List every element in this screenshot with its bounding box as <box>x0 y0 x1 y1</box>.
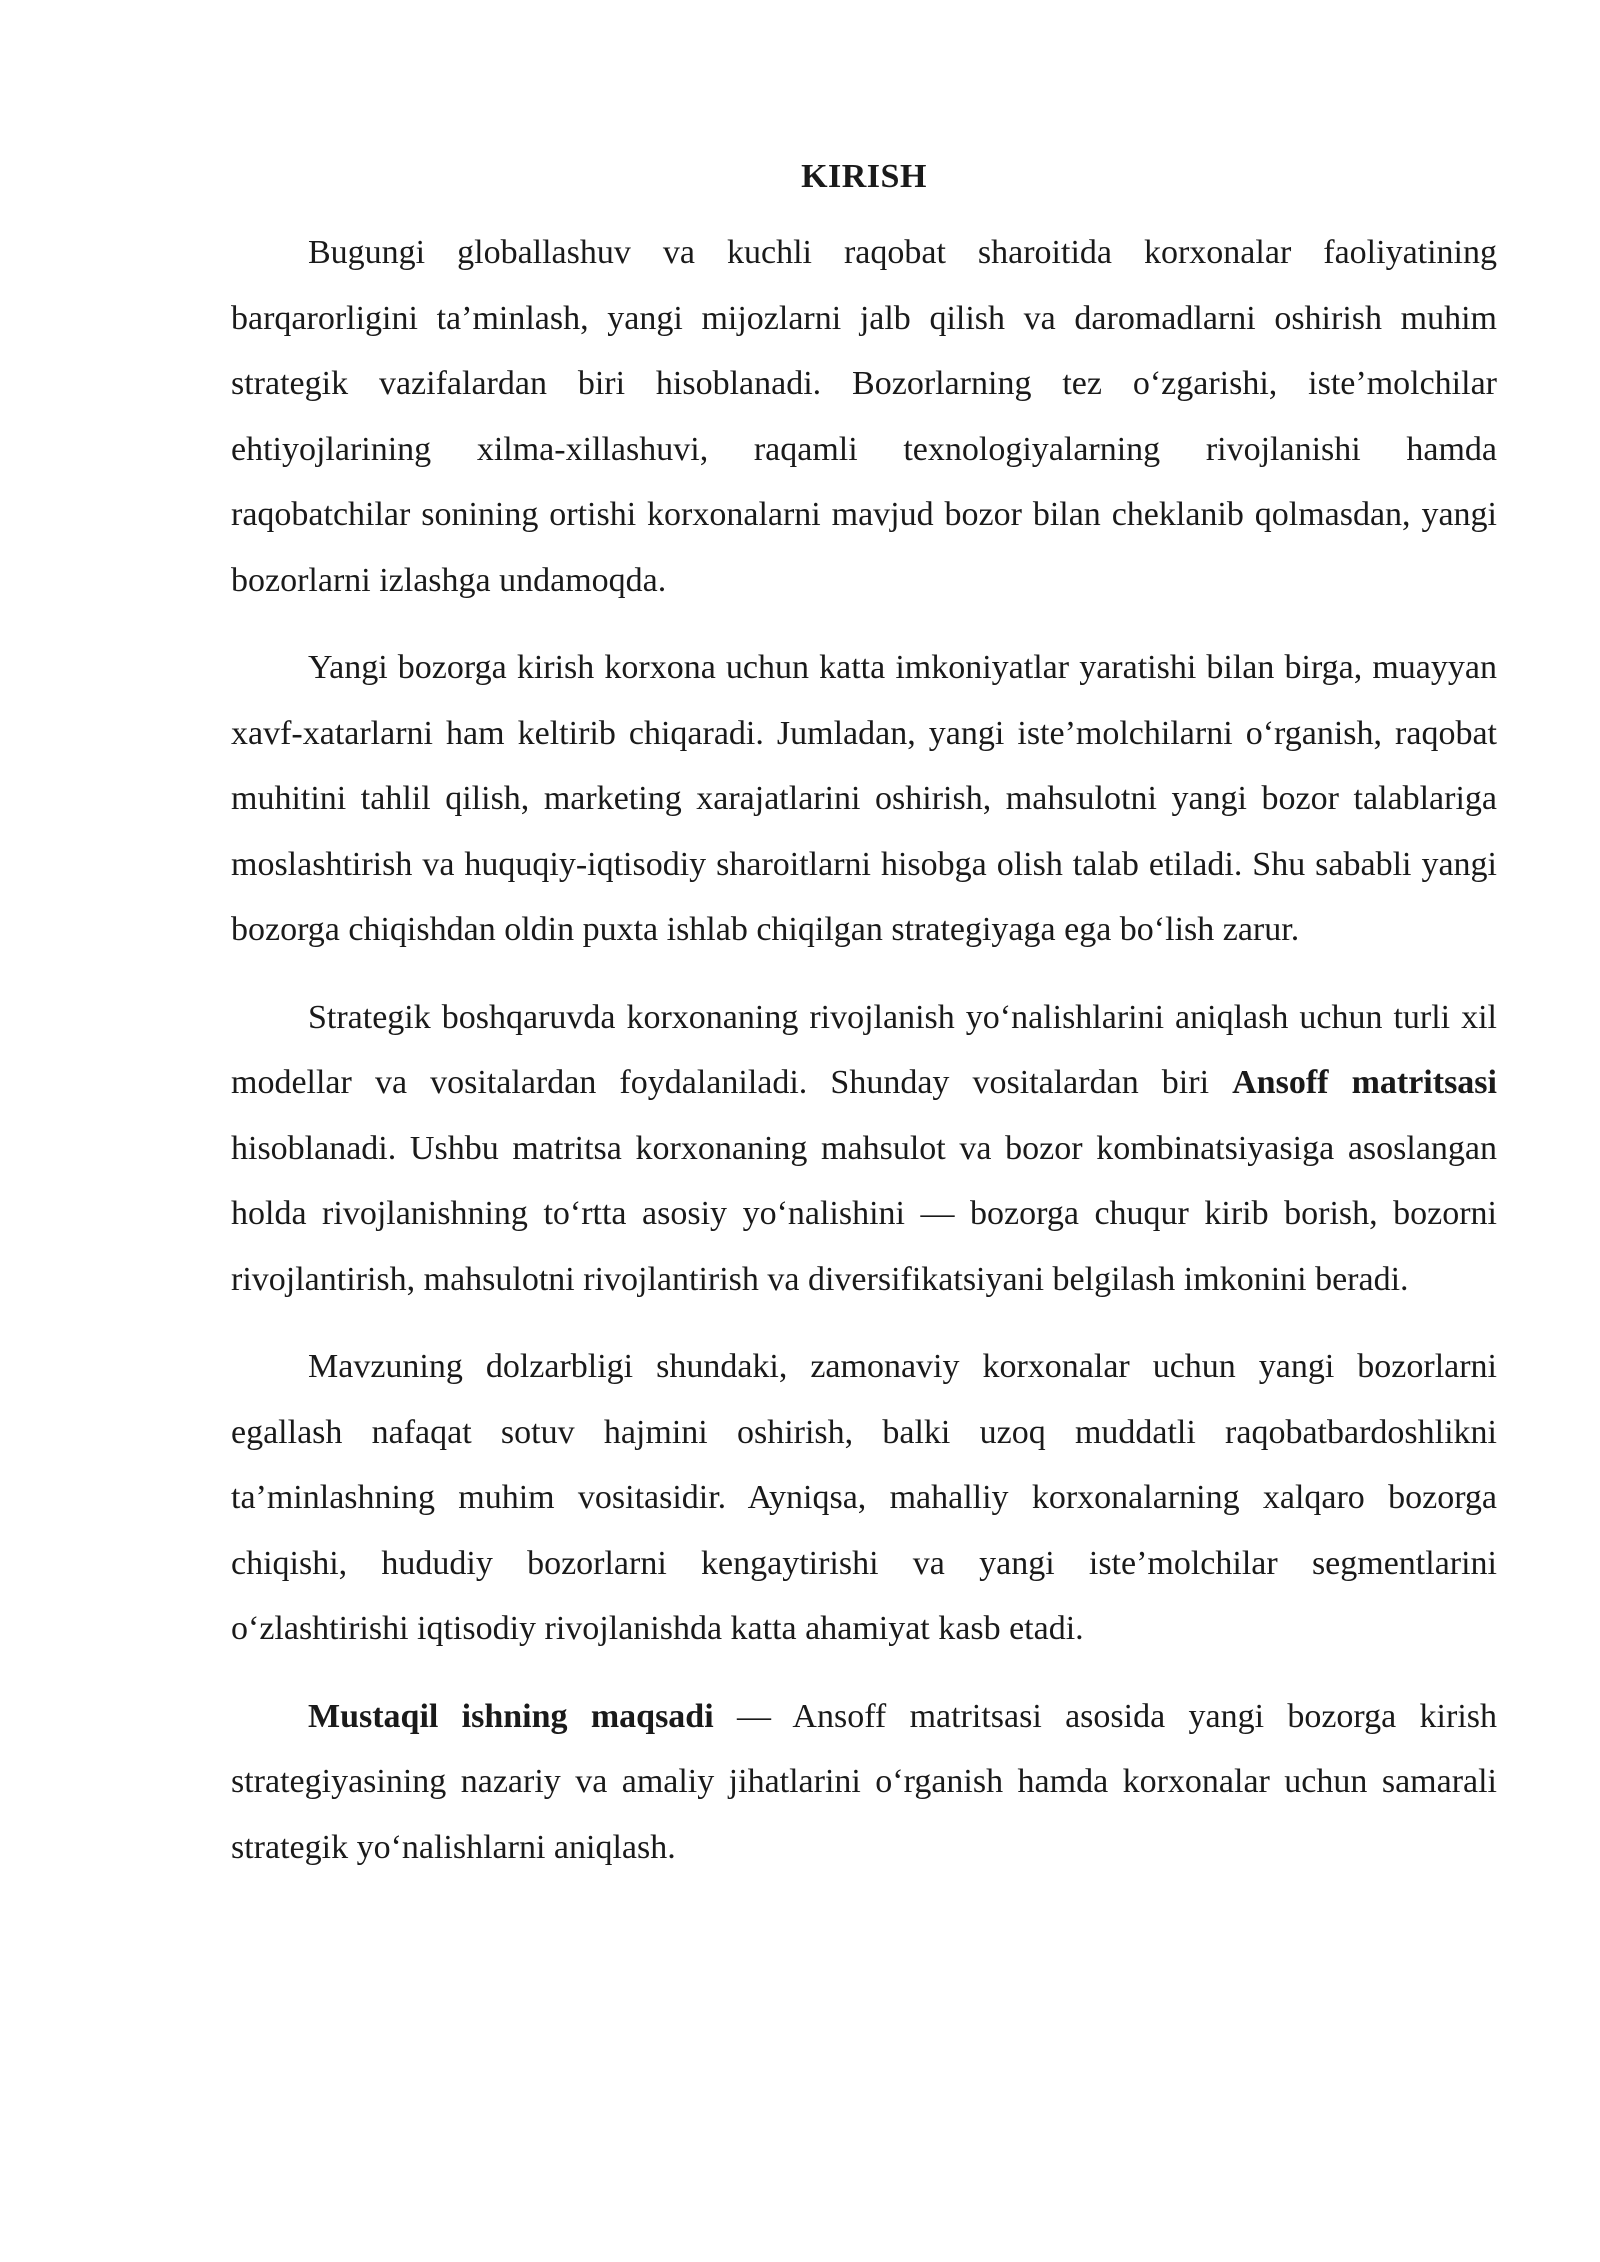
paragraph-1 <box>231 220 1497 613</box>
bold-term-goal: Mustaqil ishning maqsadi <box>308 1697 714 1735</box>
paragraph-5-goal <box>231 1684 1497 1881</box>
paragraph-4 <box>231 1334 1497 1662</box>
paragraph-text: Yangi bozorga kirish korxona uchun katta imkoniyatlar yaratishi bilan birga, muayyan xavf-xatarlarni ham keltirib chiqaradi. Jumladan, yangi iste’molchilarni o‘rganish, raqobat muhitini tahlil qilish, marketing xarajatlarini oshirish, mahsulotni yangi bozor talablariga moslashtirish va huquqiy-iqtisodiy sharoitlarni hisobga olish talab etiladi. Shu sababli yangi bozorga chiqishdan oldin puxta ishlab chiqilgan strategiyaga ega bo‘lish zarur. <box>231 649 1497 948</box>
paragraph-2 <box>231 635 1497 963</box>
document-body <box>231 148 1497 1902</box>
bold-term-ansoff-matrix: Ansoff matritsasi <box>1232 1064 1497 1101</box>
paragraph-text: Strategik boshqaruvda korxonaning rivojlanish yo‘nalishlarini aniqlash uchun turli xil modellar va vositalardan foydalaniladi. Shunday vositalardan biri <box>231 998 1497 1101</box>
paragraph-text: Bugungi globallashuv va kuchli raqobat sharoitida korxonalar faoliyatining barqarorligini ta’minlash, yangi mijozlarni jalb qilish va daromadlarni oshirish muhim strategik vazifalardan biri hisoblanadi. Bozorlarning tez o‘zgarishi, iste’molchilar ehtiyojlarining xilma-xillashuvi, raqamli texnologiyalarning rivojlanishi hamda raqobatchilar sonining ortishi korxonalarni mavjud bozor bilan cheklanib qolmasdan, yangi bozorlarni izlashga undamoqda. <box>231 234 1497 599</box>
page-title: KIRISH <box>801 158 927 195</box>
paragraph-text: Mavzuning dolzarbligi shundaki, zamonaviy korxonalar uchun yangi bozorlarni egallash nafaqat sotuv hajmini oshirish, balki uzoq muddatli raqobatbardoshlikni ta’minlashning muhim vositasidir. Ayniqsa, mahalliy korxonalarning xalqaro bozorga chiqishi, hududiy bozorlarni kengaytirishi va yangi iste’molchilar segmentlarini o‘zlashtirishi iqtisodiy rivojlanishda katta ahamiyat kasb etadi. <box>231 1348 1497 1647</box>
paragraph-text: — Ansoff matritsasi asosida yangi bozorga kirish strategiyasining nazariy va amaliy jihatlarini o‘rganish hamda korxonalar uchun samarali strategik yo‘nalishlarni aniqlash. <box>231 1697 1497 1866</box>
paragraph-3 <box>231 985 1497 1313</box>
paragraph-text: hisoblanadi. Ushbu matritsa korxonaning mahsulot va bozor kombinatsiyasiga asoslangan holda rivojlanishning to‘rtta asosiy yo‘nalishini — bozorga chuqur kirib borish, bozorni rivojlantirish, mahsulotni rivojlantirish va diversifikatsiyani belgilash imkonini beradi. <box>231 1129 1497 1298</box>
